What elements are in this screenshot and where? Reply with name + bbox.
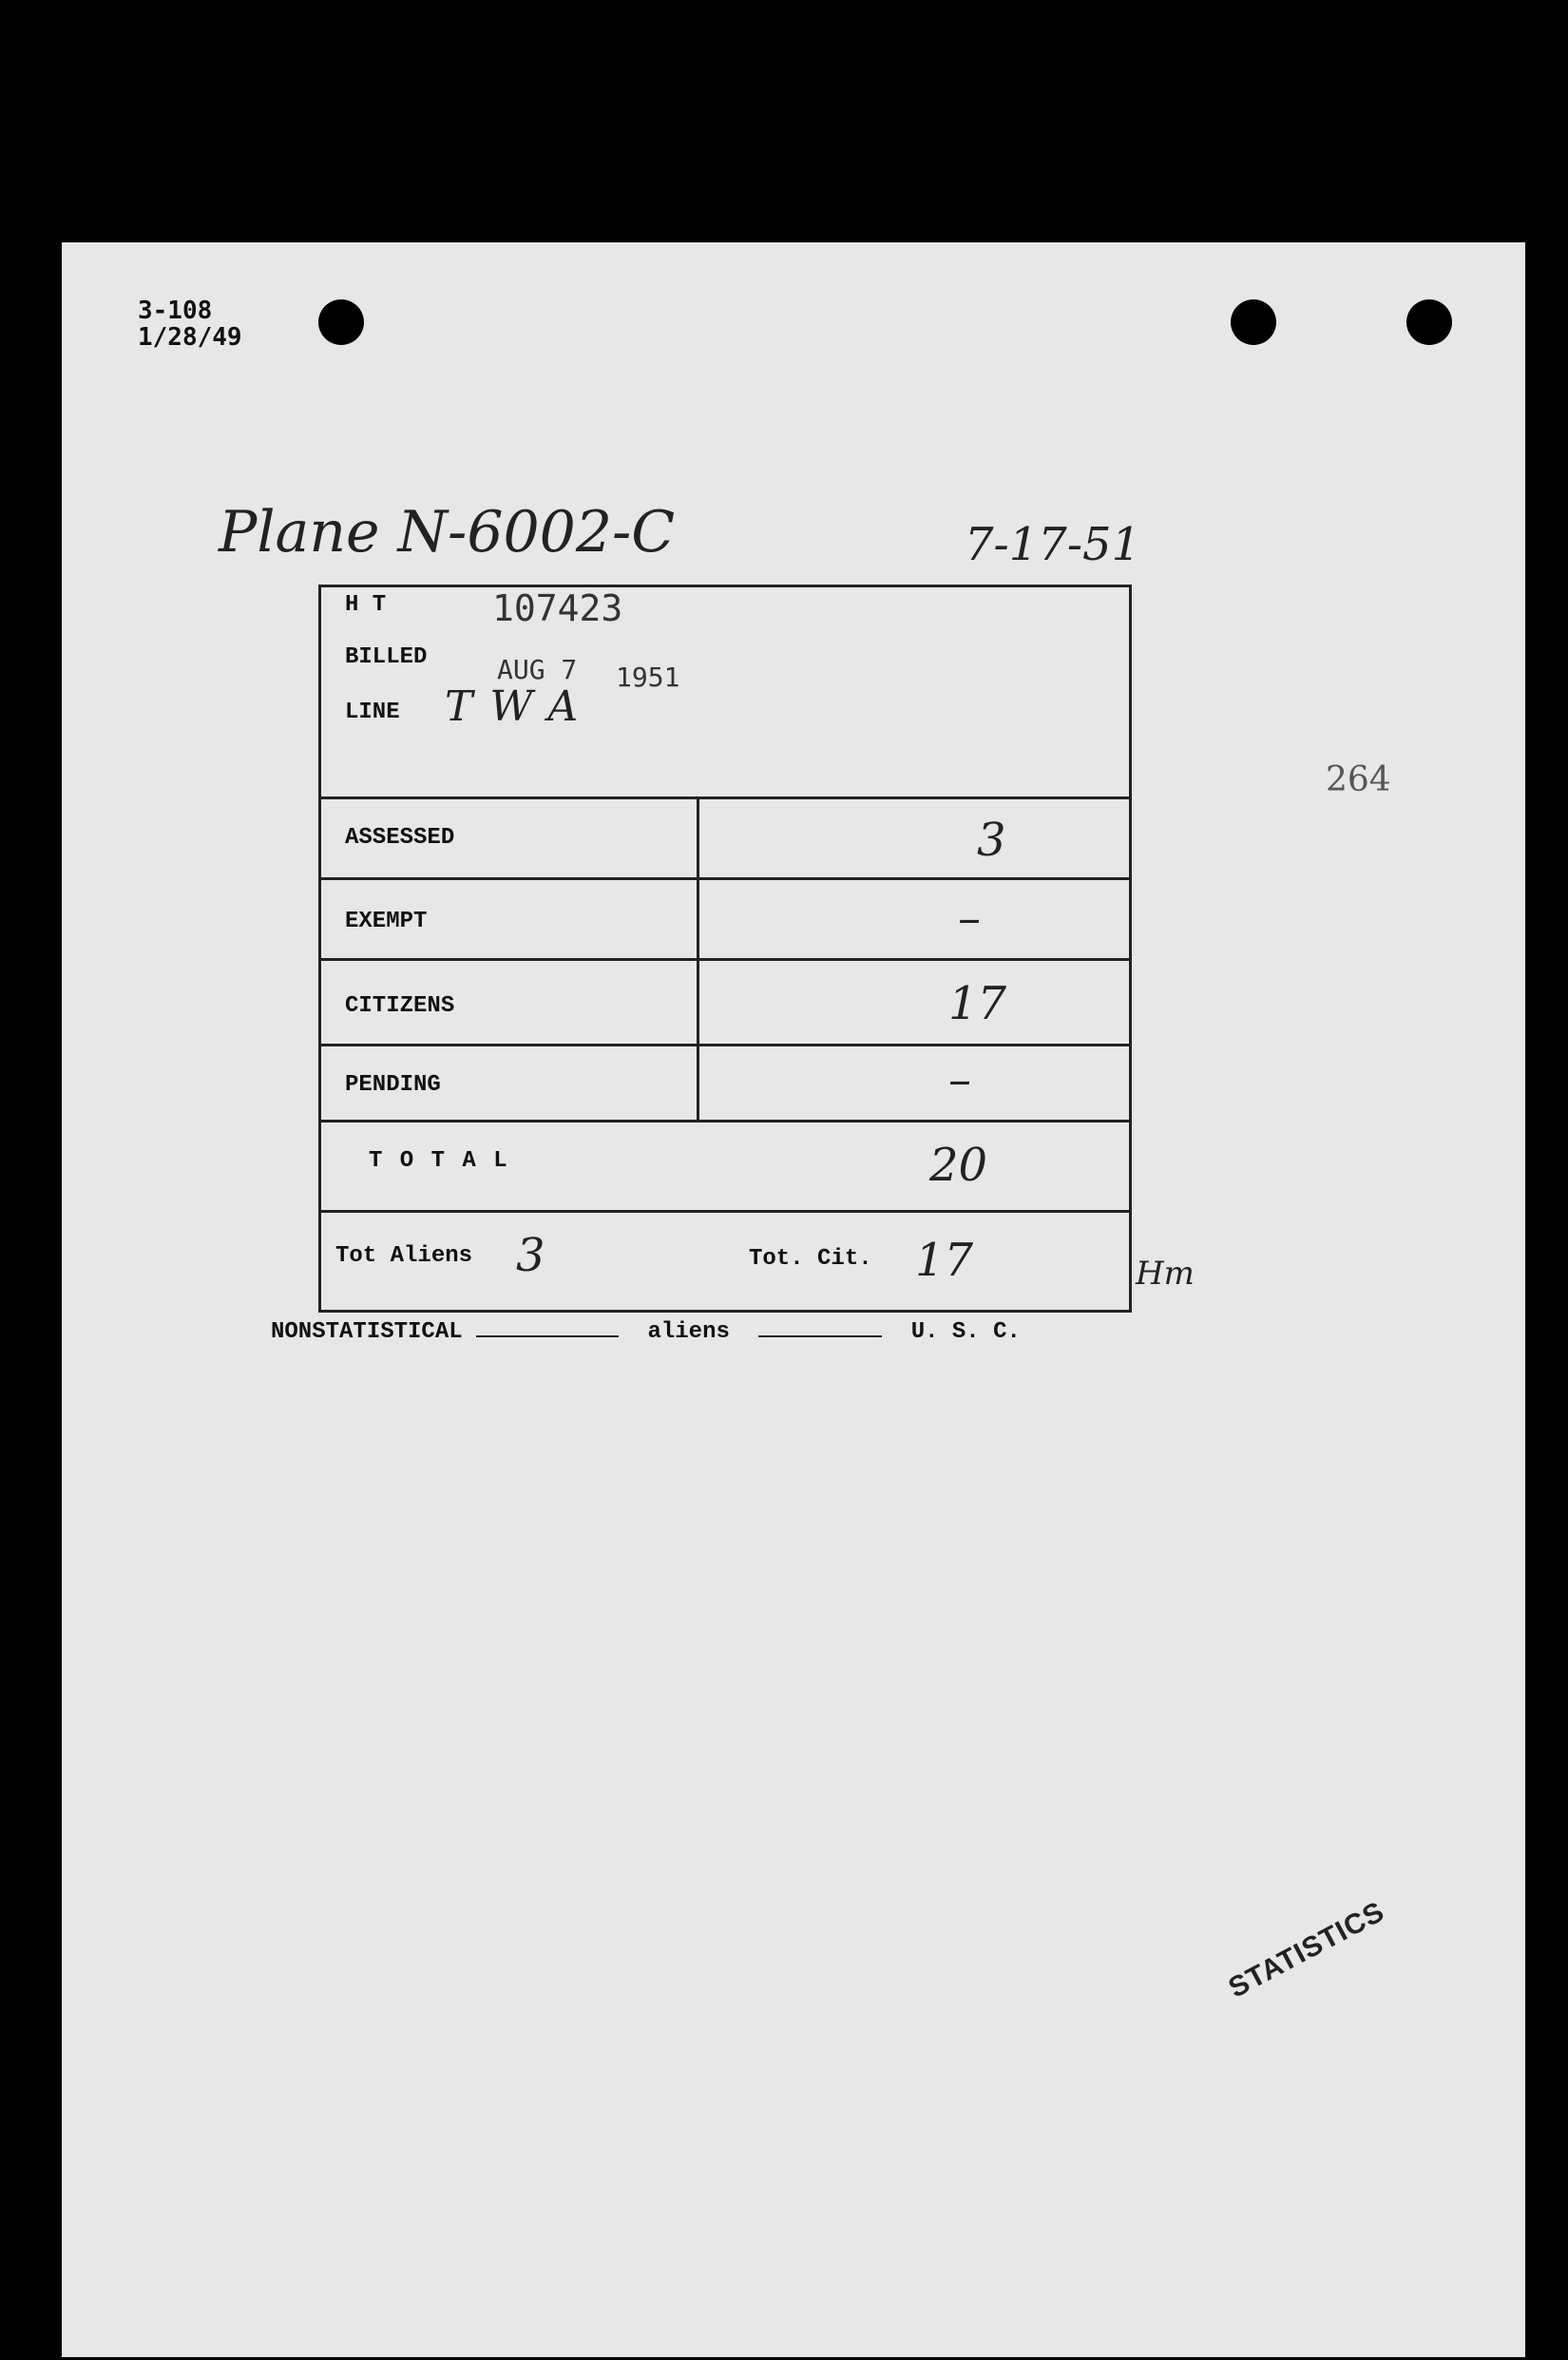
tot-aliens-value: 3	[516, 1229, 545, 1282]
column-divider	[697, 796, 699, 1120]
line-label: LINE	[345, 700, 400, 725]
plane-handwritten: Plane N-6002-C	[219, 499, 676, 566]
pending-value: –	[948, 1053, 971, 1106]
tot-aliens-label: Tot Aliens	[335, 1243, 473, 1269]
assessed-value: 3	[977, 814, 1006, 867]
citizens-label: CITIZENS	[345, 993, 455, 1019]
divider	[321, 1044, 1129, 1046]
line-value: TWA	[445, 682, 596, 731]
tally-form	[318, 585, 1132, 1313]
exempt-label: EXEMPT	[345, 909, 428, 934]
divider	[321, 796, 1129, 799]
date-handwritten: 7-17-51	[965, 518, 1141, 571]
billed-year: 1951	[616, 662, 680, 693]
ht-label: H T	[345, 592, 387, 618]
billed-label: BILLED	[345, 644, 428, 670]
assessed-label: ASSESSED	[345, 825, 455, 851]
blank-line	[476, 1316, 619, 1337]
page-number: 264	[1326, 760, 1391, 799]
initials: Hm	[1136, 1255, 1195, 1293]
divider	[321, 877, 1129, 880]
form-code: 3-108 1/28/49	[138, 297, 242, 352]
blank-line	[758, 1316, 882, 1337]
document-page	[62, 242, 1525, 2357]
nonstatistical-label: NONSTATISTICAL	[271, 1319, 463, 1345]
ht-number: 107423	[492, 587, 623, 629]
tot-cit-value: 17	[915, 1234, 974, 1287]
pending-label: PENDING	[345, 1072, 441, 1098]
divider	[321, 958, 1129, 961]
statistics-stamp: STATISTICS	[1223, 1895, 1390, 2005]
punch-hole	[1231, 299, 1276, 345]
divider	[321, 1210, 1129, 1213]
usc-label: U. S. C.	[910, 1319, 1021, 1345]
punch-hole	[318, 299, 364, 345]
billed-date: AUG 7	[497, 654, 578, 685]
nonstatistical-line	[271, 1316, 1021, 1345]
tot-cit-label: Tot. Cit.	[749, 1246, 872, 1272]
punch-hole	[1406, 299, 1452, 345]
divider	[321, 1120, 1129, 1122]
citizens-value: 17	[948, 977, 1007, 1030]
total-value: 20	[929, 1139, 988, 1192]
total-label: T O T A L	[369, 1148, 509, 1174]
exempt-value: –	[958, 892, 981, 945]
aliens-label: aliens	[647, 1319, 730, 1345]
